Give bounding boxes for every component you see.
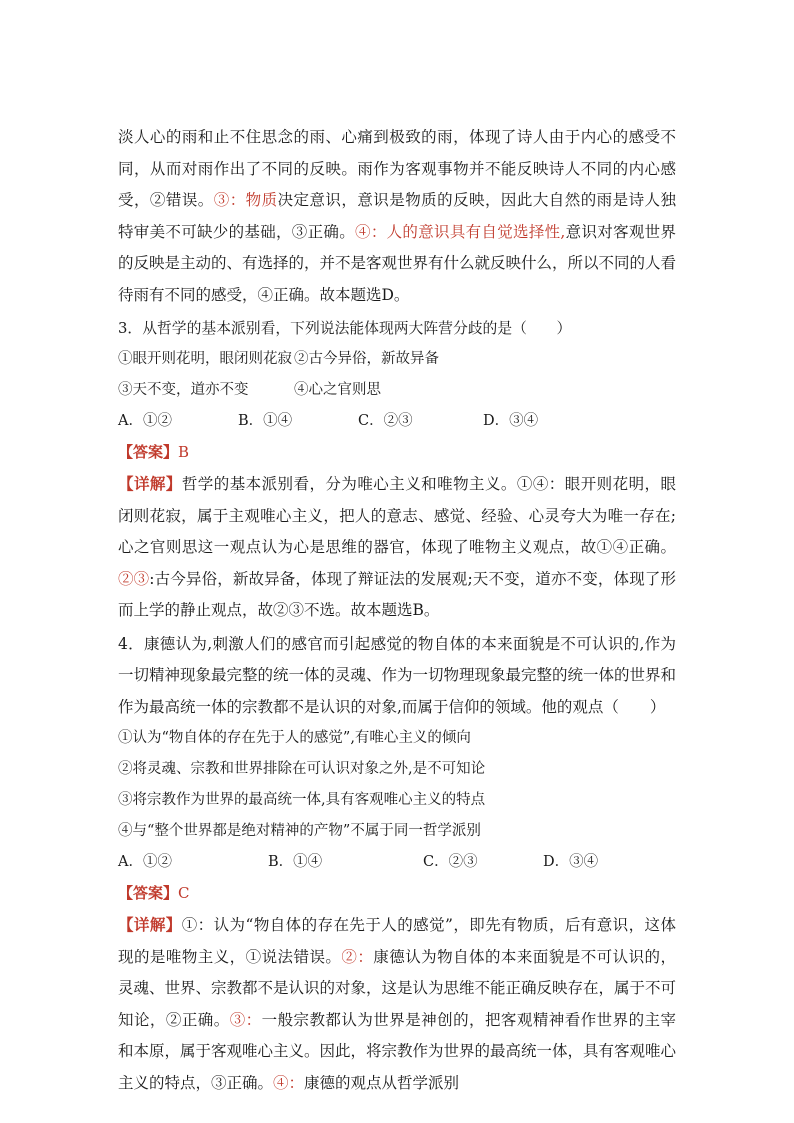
q3-choice-c: C．②③ [358,413,413,429]
q4-answer-tag: 【答案】 [118,884,179,902]
q3-detail-c: :古今异俗，新故异备，体现了辩证法的发展观;天不变，道亦不变，体现了形而上学的静止观点，故②③不选。故本题选B。 [118,569,676,619]
q4-statement-4: ④与“整个世界都是绝对精神的产物”不属于同一哲学派别 [118,823,481,839]
intro-text-c: 决定意识，意识是物质的反映，因此大自然的雨是诗人独特审美不可缺少的基础，③正确。 [118,191,676,241]
q3-statements-row2 [118,375,676,406]
q3-choices [118,406,676,437]
q4-choice-c: C．②③ [423,854,478,870]
q4-detail-4: ③： [229,1010,262,1029]
q4-statement-1: ①认为“物自体的存在先于人的感觉”,有唯心主义的倾向 [118,730,471,746]
q4-statement-3: ③将宗教作为世界的最高统一体,具有客观唯心主义的特点 [118,792,486,808]
q3-answer-tag: 【答案】 [118,443,179,461]
q4-statement-2: ②将灵魂、宗教和世界排除在可认识对象之外,是不可知论 [118,761,486,777]
q3-statements-row1 [118,344,676,375]
q3-detail-a: 哲学的基本派别看，分为唯心主义和唯物主义。①④：眼开则花明，眼闭则花寂，属于主观唯心主义，把人的意志、感觉、经验、心灵夸大为唯一存在;心之官则思这一观点认为心是思维的器官，体现了唯物主义观点，故①④正确。 [118,475,676,556]
q3-detail-b: ②③ [118,569,150,588]
intro-text-e: 意识对客观世界的反映是主动的、有选择的，并不是客观世界有什么就反映什么，所以不同的人看待雨有不同的感受，④正确。故本题选D。 [118,222,677,304]
q3-statement-2: ②古今异俗，新故异备 [294,351,439,367]
q3-answer [118,437,676,468]
intro-text-d: ④：人的意识具有自觉选择性, [355,222,566,241]
intro-text-a: 淡人心的雨和止不住思念的雨、心痛到极致的雨，体现了诗人由于内心的感受不同，从而对雨作出了不同的反映。雨作为客观事物并不能反映诗人不同的内心感受，②错误。 [118,128,676,209]
q3-detail-tag: 【详解】 [118,474,182,493]
q4-choices [118,847,676,878]
q4-choice-d: D．③④ [543,854,599,870]
q3-statement-3: ③天不变，道亦不变 [118,382,249,398]
q3-choice-b: B．①④ [238,413,293,429]
intro-paragraph [118,122,676,311]
q4-choice-b: B．①④ [268,854,323,870]
q4-detail-1: ①：认为“物自体的存在先于人的感觉”，即先有物质，后有意识，这体现的是唯物主义，①说法错误。 [118,916,676,966]
q4-detail-tag: 【详解】 [118,915,182,934]
q4-detail-5: 一般宗教都认为世界是神创的，把客观精神看作世界的主宰和本原，属于客观唯心主义。因此，将宗教作为世界的最高统一体，具有客观唯心主义的特点，③正确。 [118,1010,677,1092]
q3-statement-4: ④心之官则思 [294,382,381,398]
q4-answer [118,878,676,909]
q4-choice-a: A．①② [118,854,172,870]
q4-detail-2: ②： [341,947,374,966]
intro-text-b: ③：物质 [213,191,278,209]
q3-detail [118,468,676,627]
q4-stem: 4．康德认为,刺激人们的感官而引起感觉的物自体的本来面貌是不可认识的,作为一切精神现象最完整的统一体的灵魂、作为一切物理现象最完整的统一体的世界和作为最高统一体的宗教都不是认识的对象,而属于信仰的领域。他的观点（ ） [118,634,677,716]
q4-detail [118,909,676,1099]
q3-choice-d: D．③④ [483,413,539,429]
q3-choice-a: A．①② [118,413,172,429]
q3-statement-1: ①眼开则花明，眼闭则花寂 [118,351,292,367]
q3-stem: 3．从哲学的基本派别看，下列说法能体现两大阵营分歧的是（ ） [118,320,572,337]
q4-detail-6: ④： [273,1073,305,1092]
q4-answer-value: C [178,884,190,902]
q4-detail-7: 康德的观点从哲学派别 [304,1073,460,1092]
q4-detail-3: 康德认为物自体的本来面貌是不可认识的，灵魂、世界、宗教都不是认识的对象，这是认为思维不能正确反映存在，属于不可知论，②正确。 [118,947,677,1029]
q3-answer-value: B [178,443,190,461]
